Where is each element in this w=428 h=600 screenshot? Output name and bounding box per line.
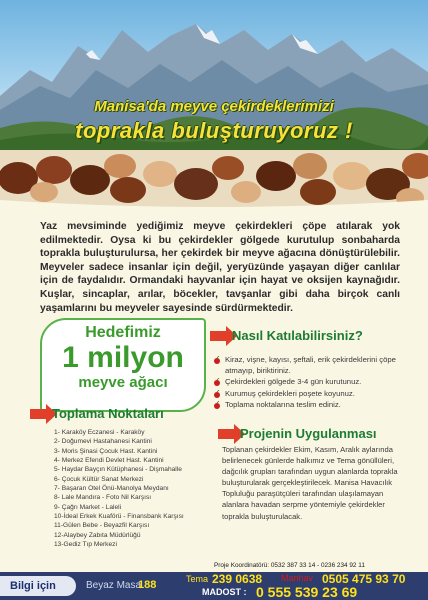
coordinator-contact: Proje Koordinatörü: 0532 387 33 14 - 0236 234 92 11 [214, 562, 365, 569]
headline-line-2: toprakla buluşturuyoruz ! [75, 118, 353, 143]
list-item [213, 354, 413, 376]
join-steps-list [213, 354, 413, 410]
project-title: Projenin Uygulanması [240, 426, 377, 441]
list-item: 11-Gülen Bebe - Beyazfil Karşısı [54, 522, 150, 530]
goal-line-2: 1 milyon [62, 341, 184, 374]
list-item: 9- Çağrı Market - Laleli [54, 503, 122, 511]
list-item: 6- Çocuk Kültür Sanat Merkezi [54, 475, 144, 483]
list-item: 13-Gediz Tıp Merkezi [54, 541, 117, 549]
list-item: 8- Lale Mandıra - Foto Nil Karşısı [54, 494, 152, 502]
goal-line-3: meyve ağacı [78, 374, 168, 391]
collection-title: Toplama Noktaları [52, 406, 164, 421]
step-text: Toplama noktalarına teslim ediniz. [225, 399, 341, 409]
list-item: 12-Alaybey Zabıta Müdürlüğü [54, 531, 141, 539]
list-item [213, 399, 413, 410]
list-item: 10-İdeal Erkek Kuaförü - Finansbank Karşısı [54, 513, 184, 521]
join-title: Nasıl Katılabilirsiniz? [232, 328, 363, 343]
manhav-label: Manhav [281, 573, 314, 583]
project-paragraph: Toplanan çekirdekler Ekim, Kasım, Aralık aylarında belirlenecek günlerde halkımız ve Tema gönüllüleri, dağcılık grupları tarafından uygun alanlarda toprakla buluşturularak gerçekleştirilecek. Manisa Havacılık Topluluğu paraşütçüleri tarafından ulaşılamayan alanlara havadan serpme yöntemiyle çekirdekler toprakla buluşturulacak. [222, 445, 398, 521]
cherry-bullet-icon [213, 356, 221, 364]
fruit-seeds-image [0, 150, 428, 212]
cherry-bullet-icon [213, 378, 221, 386]
step-text: Kurumuş çekirdekleri poşete koyunuz. [225, 388, 355, 398]
beyaz-masa-number[interactable]: 188 [138, 579, 157, 591]
header-banner [0, 0, 428, 212]
list-item: 2- Doğumevi Hastahanesi Kantini [54, 438, 152, 446]
goal-box [40, 318, 206, 412]
list-item [213, 376, 413, 387]
info-label: Bilgi için [0, 576, 76, 596]
headline-line-1: Manisa'da meyve çekirdeklerimizi [94, 98, 334, 115]
madost-number[interactable]: 0 555 539 23 69 [256, 584, 358, 600]
list-item: 1- Karaköy Eczanesi - Karaköy [54, 429, 145, 436]
contact-bar [0, 572, 428, 600]
tema-label: Tema [186, 574, 209, 584]
cherry-bullet-icon [213, 390, 221, 398]
step-text: Çekirdekleri gölgede 3-4 gün kurutunuz. [225, 377, 362, 387]
tema-number[interactable]: 239 0638 [212, 572, 263, 586]
cherry-bullet-icon [213, 401, 221, 409]
goal-line-1: Hedefimiz [85, 324, 161, 341]
list-item: 4- Merkez Efendi Devlet Hast. Kantini [54, 457, 164, 465]
step-text: Kiraz, vişne, kayısı, şeftali, erik çekirdeklerini çöpe atmayıp, biriktiriniz. [225, 355, 396, 376]
list-item: 7- Başaran Otel Önü-Manolya Meydanı [54, 485, 169, 493]
manhav-number[interactable]: 0505 475 93 70 [322, 572, 406, 586]
collection-list [54, 428, 224, 549]
list-item: 5- Haydar Bayçın Kütüphanesi - Dişmahalle [54, 466, 182, 474]
intro-paragraph: Yaz mevsiminde yediğimiz meyve çekirdekleri çöpe atılarak yok edilmektedir. Oysa ki bu çekirdekler gölgede kurutulup sonbaharda toprakla buluşturulursa, her çekirdek bir meyve ağacına dönüştürülebilir. Meyveler sadece insanlar için değil, yeryüzünde yaşayan diğer canlılar için de faydalıdır. Ormandaki hayvanlar için hayat ve oksijen kaynağıdır. Kuşlar, sincaplar, arılar, böcekler, tavşanlar gibi daha birçok canlı yaşamlarını bu meyveler sayesinde sürdürmektedir. [40, 221, 400, 314]
list-item [213, 388, 413, 399]
list-item: 3- Moris Şinasi Çocuk Hast. Kantini [54, 447, 158, 455]
beyaz-masa-label: Beyaz Masa [86, 580, 142, 591]
madost-label: MADOST : [202, 587, 247, 597]
